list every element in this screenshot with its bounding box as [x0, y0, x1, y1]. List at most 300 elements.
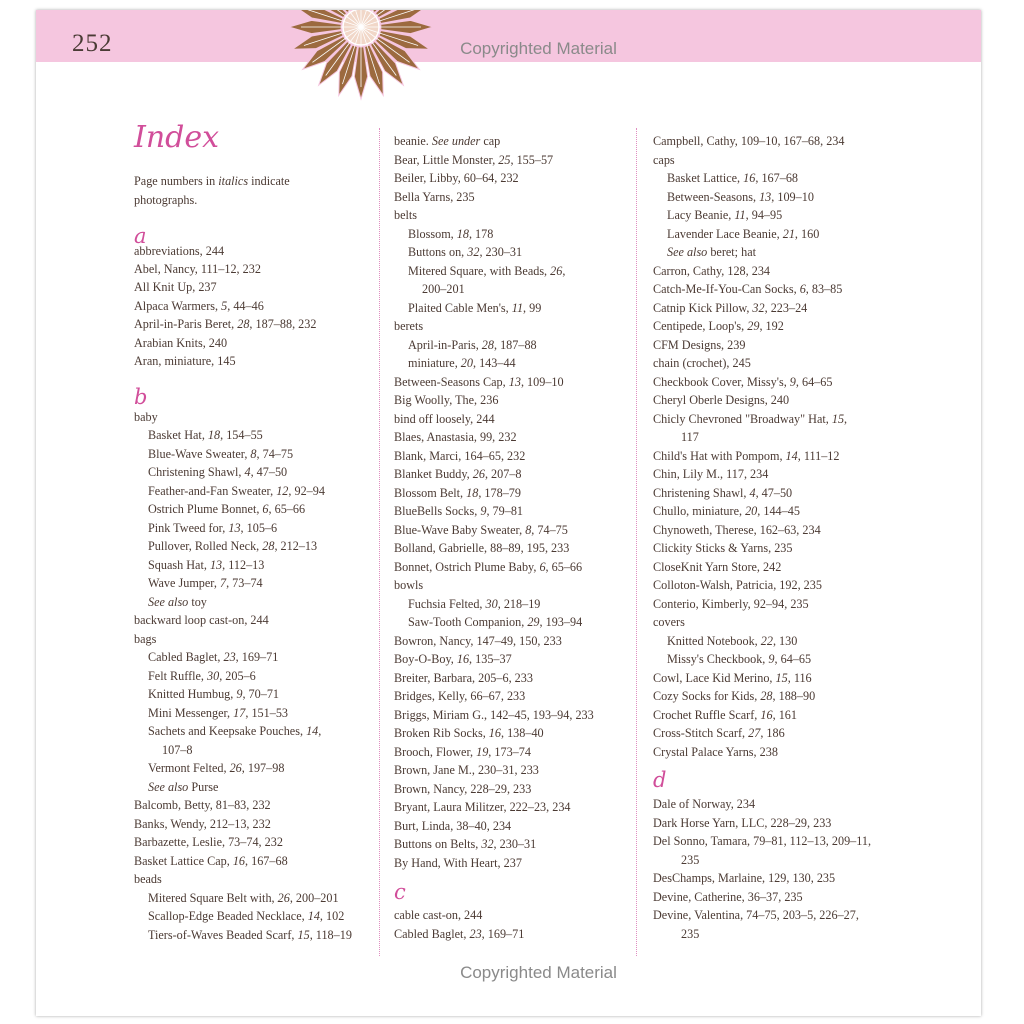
entry-text: , 111–12 — [797, 449, 840, 463]
entry-text: Blue-Wave Baby Sweater, — [394, 523, 526, 537]
index-entry — [394, 391, 498, 409]
entry-italic-ref: 19 — [476, 745, 489, 759]
entry-text: Carron, Cathy, 128, 234 — [653, 264, 771, 278]
index-entry — [134, 630, 156, 648]
index-entry — [394, 687, 525, 705]
entry-italic-ref: 28 — [760, 689, 773, 703]
entry-text: , 230–31 — [493, 837, 537, 851]
index-subentry — [134, 926, 352, 944]
entry-italic-ref: 16 — [743, 171, 756, 185]
index-entry — [653, 299, 807, 317]
index-subentry — [134, 482, 325, 500]
entry-text: , 65–66 — [268, 502, 306, 516]
entry-italic-ref: 9 — [480, 504, 487, 518]
entry-text: , 64–65 — [774, 652, 812, 666]
entry-italic-ref: 16 — [760, 708, 773, 722]
entry-text: , 173–74 — [488, 745, 531, 759]
index-entry — [653, 706, 797, 724]
index-entry — [653, 795, 755, 813]
entry-text: , 105–6 — [240, 521, 278, 535]
entry-text: berets — [394, 319, 424, 333]
index-entry — [394, 317, 423, 335]
entry-text: , 200–201 — [289, 891, 339, 905]
index-entry — [653, 354, 751, 372]
index-entry — [394, 854, 522, 872]
entry-text: , 47–50 — [250, 465, 288, 479]
entry-italic-ref: 26 — [277, 891, 290, 905]
index-entry — [394, 502, 523, 520]
entry-text: 107–8 — [162, 743, 193, 757]
entry-italic-ref: 23 — [223, 650, 236, 664]
index-subentry — [134, 519, 277, 537]
entry-italic-ref: 9 — [789, 375, 796, 389]
index-entry — [653, 906, 859, 924]
entry-text: , — [318, 724, 322, 738]
intro-text-3: photographs. — [134, 193, 198, 207]
entry-italic-ref: 16 — [232, 854, 246, 868]
entry-italic-ref: 13 — [209, 558, 223, 572]
entry-text: , 169–71 — [235, 650, 279, 664]
entry-text: , 118–19 — [309, 928, 352, 942]
entry-italic-ref: 15 — [775, 671, 788, 685]
entry-text: Christening Shawl, — [653, 486, 750, 500]
entry-text: Blanket Buddy, — [394, 467, 473, 481]
entry-text: Basket Hat, — [148, 428, 208, 442]
entry-text: , 109–10 — [520, 375, 564, 389]
book-page — [36, 10, 981, 1016]
index-entry — [394, 817, 511, 835]
index-entry — [653, 595, 809, 613]
entry-text: Cowl, Lace Kid Merino, — [653, 671, 776, 685]
entry-text: Bolland, Gabrielle, 88–89, 195, 233 — [394, 541, 570, 555]
entry-text: caps — [653, 153, 675, 167]
entry-italic-ref: 16 — [456, 652, 470, 666]
entry-text: , 207–8 — [484, 467, 522, 481]
index-entry — [653, 669, 812, 687]
index-subentry — [394, 613, 582, 631]
entry-text: Bowron, Nancy, 147–49, 150, 233 — [394, 634, 562, 648]
index-entry — [653, 336, 745, 354]
index-entry — [134, 611, 269, 629]
entry-text: 235 — [681, 853, 700, 867]
entry-text: Centipede, Loop's, — [653, 319, 748, 333]
index-entry — [653, 576, 822, 594]
index-entry — [134, 278, 217, 296]
entry-text: Basket Lattice, — [667, 171, 744, 185]
entry-italic-ref: 18 — [207, 428, 221, 442]
index-entry — [394, 761, 539, 779]
entry-text: , 187–88, 232 — [249, 317, 317, 331]
entry-text: Pullover, Rolled Neck, — [148, 539, 263, 553]
index-entry-continuation — [653, 925, 699, 943]
entry-text: Scallop-Edge Beaded Necklace, — [148, 909, 308, 923]
index-entry — [394, 835, 536, 853]
index-entry — [653, 317, 784, 335]
entry-text: , 178 — [468, 227, 494, 241]
entry-text: BlueBells Socks, — [394, 504, 481, 518]
index-entry — [134, 315, 316, 333]
index-subentry — [134, 500, 305, 518]
flower-ornament-icon — [246, 10, 476, 142]
entry-text: Wave Jumper, — [148, 576, 220, 590]
entry-text: Purse — [188, 780, 219, 794]
section-letter-heading: c — [394, 880, 406, 904]
index-entry — [394, 169, 519, 187]
entry-text: Cozy Socks for Kids, — [653, 689, 761, 703]
entry-text: Broken Rib Socks, — [394, 726, 489, 740]
index-subentry — [394, 336, 537, 354]
entry-text: bind off loosely, 244 — [394, 412, 495, 426]
entry-text: , 154–55 — [220, 428, 263, 442]
entry-text: Boy-O-Boy, — [394, 652, 457, 666]
index-entry-continuation — [134, 741, 192, 759]
index-entry — [394, 558, 582, 576]
index-subentry — [134, 648, 278, 666]
index-entry — [394, 724, 544, 742]
index-subentry — [134, 759, 284, 777]
index-entry — [653, 373, 832, 391]
index-entry — [394, 906, 482, 924]
intro-text-italics: italics — [218, 174, 249, 188]
entry-text: Mitered Square, with Beads, — [408, 264, 551, 278]
entry-text: abbreviations, 244 — [134, 244, 225, 258]
entry-text: Blossom, — [408, 227, 457, 241]
entry-italic-ref: 32 — [481, 837, 494, 851]
index-entry — [134, 242, 224, 260]
index-entry — [653, 869, 835, 887]
index-intro — [134, 172, 290, 210]
index-entry — [394, 151, 553, 169]
index-entry — [653, 558, 781, 576]
entry-text: 235 — [681, 927, 700, 941]
entry-italic-ref: 22 — [760, 634, 773, 648]
section-letter-heading: a — [134, 224, 147, 248]
entry-text: Pink Tweed for, — [148, 521, 229, 535]
entry-text: , 44–46 — [227, 299, 264, 313]
entry-text: , 143–44 — [472, 356, 516, 370]
index-entry — [653, 687, 815, 705]
index-entry-continuation — [653, 851, 699, 869]
index-title: Index — [134, 120, 220, 155]
entry-text: Brown, Nancy, 228–29, 233 — [394, 782, 532, 796]
entry-text: Campbell, Cathy, 109–10, 167–68, 234 — [653, 134, 845, 148]
entry-text: , 144–45 — [757, 504, 800, 518]
index-subentry — [134, 907, 344, 925]
index-entry — [394, 650, 512, 668]
entry-text: , 94–95 — [745, 208, 783, 222]
entry-text: Dark Horse Yarn, LLC, 228–29, 233 — [653, 816, 832, 830]
index-entry-continuation — [653, 428, 699, 446]
entry-italic-ref: 27 — [748, 726, 761, 740]
entry-text: , 92–94 — [288, 484, 325, 498]
entry-text: All Knit Up, 237 — [134, 280, 217, 294]
entry-text: Catnip Kick Pillow, — [653, 301, 753, 315]
entry-text: Dale of Norway, 234 — [653, 797, 756, 811]
entry-italic-ref: 13 — [508, 375, 521, 389]
index-entry — [394, 465, 522, 483]
entry-text: Devine, Catherine, 36–37, 235 — [653, 890, 803, 904]
entry-text: baby — [134, 410, 158, 424]
entry-text: Del Sonno, Tamara, 79–81, 112–13, 209–11, — [653, 834, 872, 848]
entry-text: , 130 — [772, 634, 798, 648]
entry-italic-ref: 13 — [759, 190, 772, 204]
entry-text: Buttons on Belts, — [394, 837, 482, 851]
entry-text: cap — [480, 134, 501, 148]
entry-text: , 230–31 — [479, 245, 523, 259]
index-subentry — [653, 632, 797, 650]
entry-text: , 112–13 — [222, 558, 265, 572]
index-entry — [394, 447, 525, 465]
entry-text: CloseKnit Yarn Store, 242 — [653, 560, 782, 574]
index-subentry — [134, 426, 263, 444]
index-entry — [653, 484, 792, 502]
entry-italic-ref: 6 — [539, 560, 546, 574]
index-subentry — [653, 169, 798, 187]
entry-text: , — [562, 264, 566, 278]
column-divider-1 — [379, 128, 380, 956]
entry-text: , 65–66 — [545, 560, 583, 574]
entry-italic-ref: 8 — [525, 523, 532, 537]
entry-italic-ref: 32 — [752, 301, 765, 315]
entry-text: Blank, Marci, 164–65, 232 — [394, 449, 526, 463]
entry-text: , — [844, 412, 848, 426]
entry-text: Breiter, Barbara, 205–6, 233 — [394, 671, 533, 685]
entry-italic-ref: 11 — [734, 208, 746, 222]
entry-text: Crochet Ruffle Scarf, — [653, 708, 761, 722]
entry-text: , 218–19 — [497, 597, 541, 611]
entry-text: Barbazette, Leslie, 73–74, 232 — [134, 835, 283, 849]
entry-italic-ref: 12 — [276, 484, 289, 498]
entry-text: By Hand, With Heart, 237 — [394, 856, 522, 870]
entry-text: Knitted Notebook, — [667, 634, 761, 648]
index-entry — [134, 870, 162, 888]
index-subentry — [394, 225, 493, 243]
entry-text: DesChamps, Marlaine, 129, 130, 235 — [653, 871, 836, 885]
index-entry — [394, 484, 521, 502]
index-entry — [653, 132, 845, 150]
entry-italic-ref: 32 — [467, 245, 480, 259]
entry-text: Chicly Chevroned "Broadway" Hat, — [653, 412, 832, 426]
entry-italic-ref: 30 — [207, 669, 220, 683]
index-subentry — [134, 889, 339, 907]
entry-text: Chullo, miniature, — [653, 504, 746, 518]
index-entry — [653, 888, 803, 906]
entry-text: 117 — [681, 430, 699, 444]
entry-text: Banks, Wendy, 212–13, 232 — [134, 817, 271, 831]
index-entry — [653, 502, 800, 520]
entry-italic-ref: 18 — [466, 486, 479, 500]
entry-italic-ref: 30 — [485, 597, 498, 611]
entry-italic-ref: 25 — [498, 153, 511, 167]
entry-text: bowls — [394, 578, 424, 592]
index-entry — [134, 408, 158, 426]
index-entry — [394, 669, 533, 687]
entry-text: Bridges, Kelly, 66–67, 233 — [394, 689, 526, 703]
index-entry — [653, 280, 842, 298]
index-subentry — [653, 650, 811, 668]
index-entry — [394, 743, 531, 761]
index-subentry — [394, 595, 540, 613]
index-entry — [653, 262, 770, 280]
entry-text: , 83–85 — [805, 282, 843, 296]
entry-text: , 74–75 — [531, 523, 568, 537]
entry-text: toy — [188, 595, 207, 609]
entry-text: , 167–68 — [755, 171, 798, 185]
entry-text: Blossom Belt, — [394, 486, 467, 500]
index-entry — [394, 925, 524, 943]
entry-text: Child's Hat with Pompom, — [653, 449, 786, 463]
entry-text: , 155–57 — [510, 153, 554, 167]
entry-text: Briggs, Miriam G., 142–45, 193–94, 233 — [394, 708, 594, 722]
entry-italic-ref: 14 — [785, 449, 798, 463]
entry-text: Beiler, Libby, 60–64, 232 — [394, 171, 519, 185]
entry-italic-ref: 8 — [250, 447, 257, 461]
index-entry — [394, 780, 531, 798]
entry-italic-ref: 29 — [527, 615, 540, 629]
index-subentry — [134, 445, 293, 463]
index-entry — [394, 132, 500, 150]
index-entry — [134, 833, 283, 851]
intro-text-2: indicate — [248, 174, 290, 188]
entry-text: Buttons on, — [408, 245, 468, 259]
entry-text: Brooch, Flower, — [394, 745, 477, 759]
page-number: 252 — [72, 30, 113, 57]
entry-text: Tiers-of-Waves Beaded Scarf, — [148, 928, 298, 942]
entry-text: Balcomb, Betty, 81–83, 232 — [134, 798, 271, 812]
entry-text: , 109–10 — [771, 190, 814, 204]
index-entry — [394, 576, 423, 594]
intro-text-1: Page numbers in — [134, 174, 219, 188]
entry-text: Alpaca Warmers, — [134, 299, 222, 313]
entry-italic-ref: 4 — [244, 465, 251, 479]
entry-text: Felt Ruffle, — [148, 669, 208, 683]
entry-italic-ref: 6 — [262, 502, 269, 516]
entry-text: , 178–79 — [478, 486, 521, 500]
index-entry — [653, 410, 847, 428]
entry-italic-ref: 18 — [456, 227, 469, 241]
entry-italic-ref: 21 — [782, 227, 795, 241]
entry-text: Conterio, Kimberly, 92–94, 235 — [653, 597, 809, 611]
entry-italic-ref: 26 — [550, 264, 563, 278]
entry-text: Checkbook Cover, Missy's, — [653, 375, 790, 389]
index-subentry — [134, 722, 321, 740]
entry-text: , 212–13 — [274, 539, 318, 553]
entry-text: , 74–75 — [256, 447, 294, 461]
entry-text: , 116 — [787, 671, 812, 685]
entry-text: Fuchsia Felted, — [408, 597, 486, 611]
entry-text: , 193–94 — [539, 615, 583, 629]
entry-text: Basket Lattice Cap, — [134, 854, 233, 868]
entry-text: , 197–98 — [241, 761, 285, 775]
entry-text: , 160 — [794, 227, 820, 241]
entry-text: Big Woolly, The, 236 — [394, 393, 499, 407]
entry-text: Cheryl Oberle Designs, 240 — [653, 393, 790, 407]
entry-italic-ref: 13 — [228, 521, 241, 535]
entry-text: , 188–90 — [772, 689, 816, 703]
entry-text: Cross-Stitch Scarf, — [653, 726, 749, 740]
index-subentry — [394, 243, 522, 261]
entry-italic-ref: 16 — [488, 726, 501, 740]
entry-text: covers — [653, 615, 685, 629]
entry-text: , 192 — [759, 319, 784, 333]
entry-text: Christening Shawl, — [148, 465, 245, 479]
entry-text: , 186 — [760, 726, 785, 740]
entry-italic-ref: 17 — [233, 706, 246, 720]
watermark-bottom: Copyrighted Material — [460, 963, 617, 982]
entry-italic-ref: 5 — [221, 299, 228, 313]
entry-text: cable cast-on, 244 — [394, 908, 483, 922]
entry-text: , 47–50 — [755, 486, 793, 500]
index-entry — [653, 743, 778, 761]
index-entry — [394, 539, 569, 557]
index-entry — [394, 428, 517, 446]
entry-italic-ref: See also — [148, 780, 189, 794]
entry-italic-ref: 15 — [831, 412, 845, 426]
entry-text: Abel, Nancy, 111–12, 232 — [134, 262, 261, 276]
section-letter-heading: d — [653, 768, 667, 792]
index-subentry — [134, 593, 207, 611]
entry-italic-ref: 15 — [297, 928, 310, 942]
entry-text: Lavender Lace Beanie, — [667, 227, 783, 241]
index-subentry — [134, 556, 264, 574]
index-entry — [134, 297, 264, 315]
entry-italic-ref: 14 — [307, 909, 320, 923]
index-entry — [134, 334, 227, 352]
entry-text: , 79–81 — [486, 504, 523, 518]
entry-italic-ref: 20 — [745, 504, 758, 518]
index-entry — [653, 539, 793, 557]
index-subentry — [134, 463, 287, 481]
index-entry — [134, 815, 271, 833]
entry-text: Cabled Baglet, — [148, 650, 224, 664]
section-letter-heading: b — [134, 385, 148, 409]
column-divider-2 — [636, 128, 637, 956]
entry-text: Ostrich Plume Bonnet, — [148, 502, 263, 516]
entry-text: , 73–74 — [226, 576, 263, 590]
index-entry — [653, 465, 768, 483]
index-subentry — [134, 685, 279, 703]
index-entry — [653, 814, 831, 832]
index-entry — [653, 447, 840, 465]
index-entry — [134, 796, 271, 814]
entry-italic-ref: 28 — [481, 338, 494, 352]
entry-text: Bonnet, Ostrich Plume Baby, — [394, 560, 540, 574]
entry-text: , 99 — [523, 301, 542, 315]
index-entry — [394, 206, 417, 224]
entry-italic-ref: 28 — [237, 317, 250, 331]
watermark-top: Copyrighted Material — [460, 39, 617, 58]
entry-text: bags — [134, 632, 157, 646]
index-entry — [394, 373, 564, 391]
entry-text: Missy's Checkbook, — [667, 652, 769, 666]
entry-italic-ref: 9 — [768, 652, 775, 666]
entry-text: , 151–53 — [245, 706, 288, 720]
index-entry — [394, 632, 562, 650]
entry-italic-ref: 26 — [472, 467, 485, 481]
entry-italic-ref: 6 — [799, 282, 806, 296]
entry-text: Crystal Palace Yarns, 238 — [653, 745, 778, 759]
entry-italic-ref: 28 — [262, 539, 275, 553]
index-entry — [394, 410, 495, 428]
entry-text: , 138–40 — [500, 726, 544, 740]
index-subentry — [653, 206, 782, 224]
entry-text: Clickity Sticks & Yarns, 235 — [653, 541, 793, 555]
index-subentry — [394, 299, 541, 317]
entry-text: , 102 — [319, 909, 345, 923]
entry-italic-ref: 20 — [460, 356, 473, 370]
entry-italic-ref: 14 — [306, 724, 319, 738]
entry-text: April-in-Paris Beret, — [134, 317, 238, 331]
